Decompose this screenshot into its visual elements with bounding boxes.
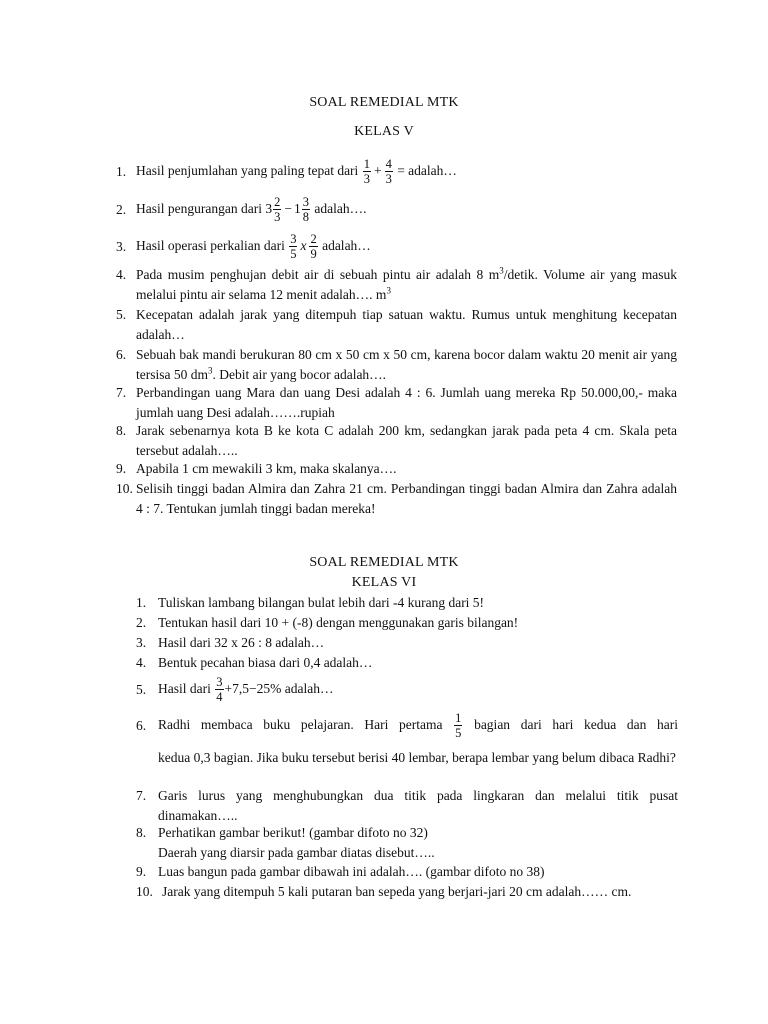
item-number: 2. (116, 202, 127, 217)
item-number: 10. (136, 884, 153, 899)
item-number: 3. (136, 635, 147, 650)
item-number: 3. (116, 239, 127, 254)
item-number: 4. (116, 267, 127, 282)
item-text: Hasil dari (158, 681, 215, 696)
item-number: 1. (116, 164, 127, 179)
item-number: 10. (116, 481, 133, 496)
item-number: 5. (136, 682, 147, 697)
whole-number: 1 (293, 201, 301, 216)
list-item (0, 229, 768, 265)
item-text: adalah… (281, 681, 334, 696)
item-number: 8. (116, 423, 127, 438)
item-number: 6. (116, 347, 127, 362)
item-text: Pada musim penghujan debit air di sebuah pintu air adalah 8 $m^3$/detik. Volume air yang masuk melalui pintu air selama 12 menit adalah…. $m^3$ (136, 265, 677, 302)
item-text: Hasil penjumlahan yang paling tepat dari (136, 163, 362, 178)
fraction: $\frac{1}{3}$ (363, 157, 370, 187)
item-number: 7. (136, 788, 147, 803)
list-item (0, 154, 768, 190)
item-number: 8. (136, 825, 147, 840)
item-text: kedua 0,3 bagian. Jika buku tersebut berisi 40 lembar, berapa lembar yang belum dibaca Radhi? (158, 750, 676, 765)
item-text: = adalah… (393, 163, 457, 178)
item-text: Bentuk pecahan biasa dari 0,4 adalah… (158, 655, 373, 670)
item-number: 4. (136, 655, 147, 670)
item-text: Hasil dari 32 x 26 : 8 adalah… (158, 635, 325, 650)
item-number: 6. (136, 718, 147, 733)
section6-title: SOAL REMEDIAL MTK (309, 555, 459, 570)
section6-class: KELAS VI (351, 575, 417, 590)
item-text: Jarak sebenarnya kota B ke kota C adalah 200 km, sedangkan jarak pada peta 4 cm. Skala peta tersebut adalah….. (136, 423, 677, 458)
item-text: Hasil operasi perkalian dari (136, 238, 289, 253)
item-number: 1. (136, 595, 147, 610)
item-number: 5. (116, 307, 127, 322)
item-text: Sebuah bak mandi berukuran 80 cm x 50 cm x 50 cm, karena bocor dalam waktu 20 menit air yang tersisa 50 $dm^3$. Debit air yang bocor adalah…. (136, 347, 677, 382)
fraction: $\frac{1}{5}$ (455, 711, 462, 741)
item-text: Perhatikan gambar berikut! (gambar difoto no 32) (158, 825, 428, 840)
item-text: adalah…. (310, 201, 367, 216)
section5-class: KELAS V (354, 124, 414, 139)
item-text: Kecepatan adalah jarak yang ditempuh tiap satuan waktu. Rumus untuk menghitung kecepatan adalah… (136, 307, 677, 342)
fraction: $\frac{3}{4}$ (216, 675, 223, 705)
operator: x (300, 238, 307, 253)
item-number: 7. (116, 385, 127, 400)
item-number: 9. (136, 864, 147, 879)
item-text: Radhi membaca buku pelajaran. Hari pertama (158, 717, 454, 732)
item-text: Garis lurus yang menghubungkan dua titik pada lingkaran dan melalui titik pusat dinamakan….. (158, 788, 678, 823)
fraction: $\frac{4}{3}$ (385, 157, 392, 187)
item-text: bagian dari hari kedua dan hari (463, 717, 678, 732)
item-number: 9. (116, 461, 127, 476)
item-text: adalah… (318, 238, 371, 253)
item-text: Daerah yang diarsir pada gambar diatas disebut….. (158, 845, 435, 860)
list-item (0, 672, 768, 708)
item-text: Perbandingan uang Mara dan uang Desi adalah 4 : 6. Jumlah uang mereka Rp 50.000,00,- maka jumlah uang Desi adalah…….rupiah (136, 385, 677, 420)
fraction: $\frac{2}{3}$ (274, 195, 281, 225)
fraction: $\frac{2}{9}$ (310, 232, 317, 262)
item-text: Hasil pengurangan dari (136, 201, 266, 216)
whole-number: 3 (265, 201, 273, 216)
section5-title: SOAL REMEDIAL MTK (309, 95, 459, 110)
operator: − (284, 201, 292, 216)
expression: +7,5−25% (224, 681, 282, 696)
item-text: Luas bangun pada gambar dibawah ini adalah…. (gambar difoto no 38) (158, 864, 545, 879)
operator: + (373, 163, 382, 178)
fraction: $\frac{3}{8}$ (302, 195, 309, 225)
item-text: Apabila 1 cm mewakili 3 km, maka skalanya…. (136, 461, 397, 476)
item-text: Selisih tinggi badan Almira dan Zahra 21 cm. Perbandingan tinggi badan Almira dan Zahra adalah 4 : 7. Tentukan jumlah tinggi badan mereka! (136, 481, 677, 516)
fraction: $\frac{3}{5}$ (290, 232, 297, 262)
list-item (0, 192, 768, 228)
item-number: 2. (136, 615, 147, 630)
item-text: Jarak yang ditempuh 5 kali putaran ban sepeda yang berjari-jari 20 cm adalah…… cm. (162, 884, 632, 899)
item-text: Tentukan hasil dari 10 + (-8) dengan menggunakan garis bilangan! (158, 615, 519, 630)
item-text: Tuliskan lambang bilangan bulat lebih dari -4 kurang dari 5! (158, 595, 485, 610)
